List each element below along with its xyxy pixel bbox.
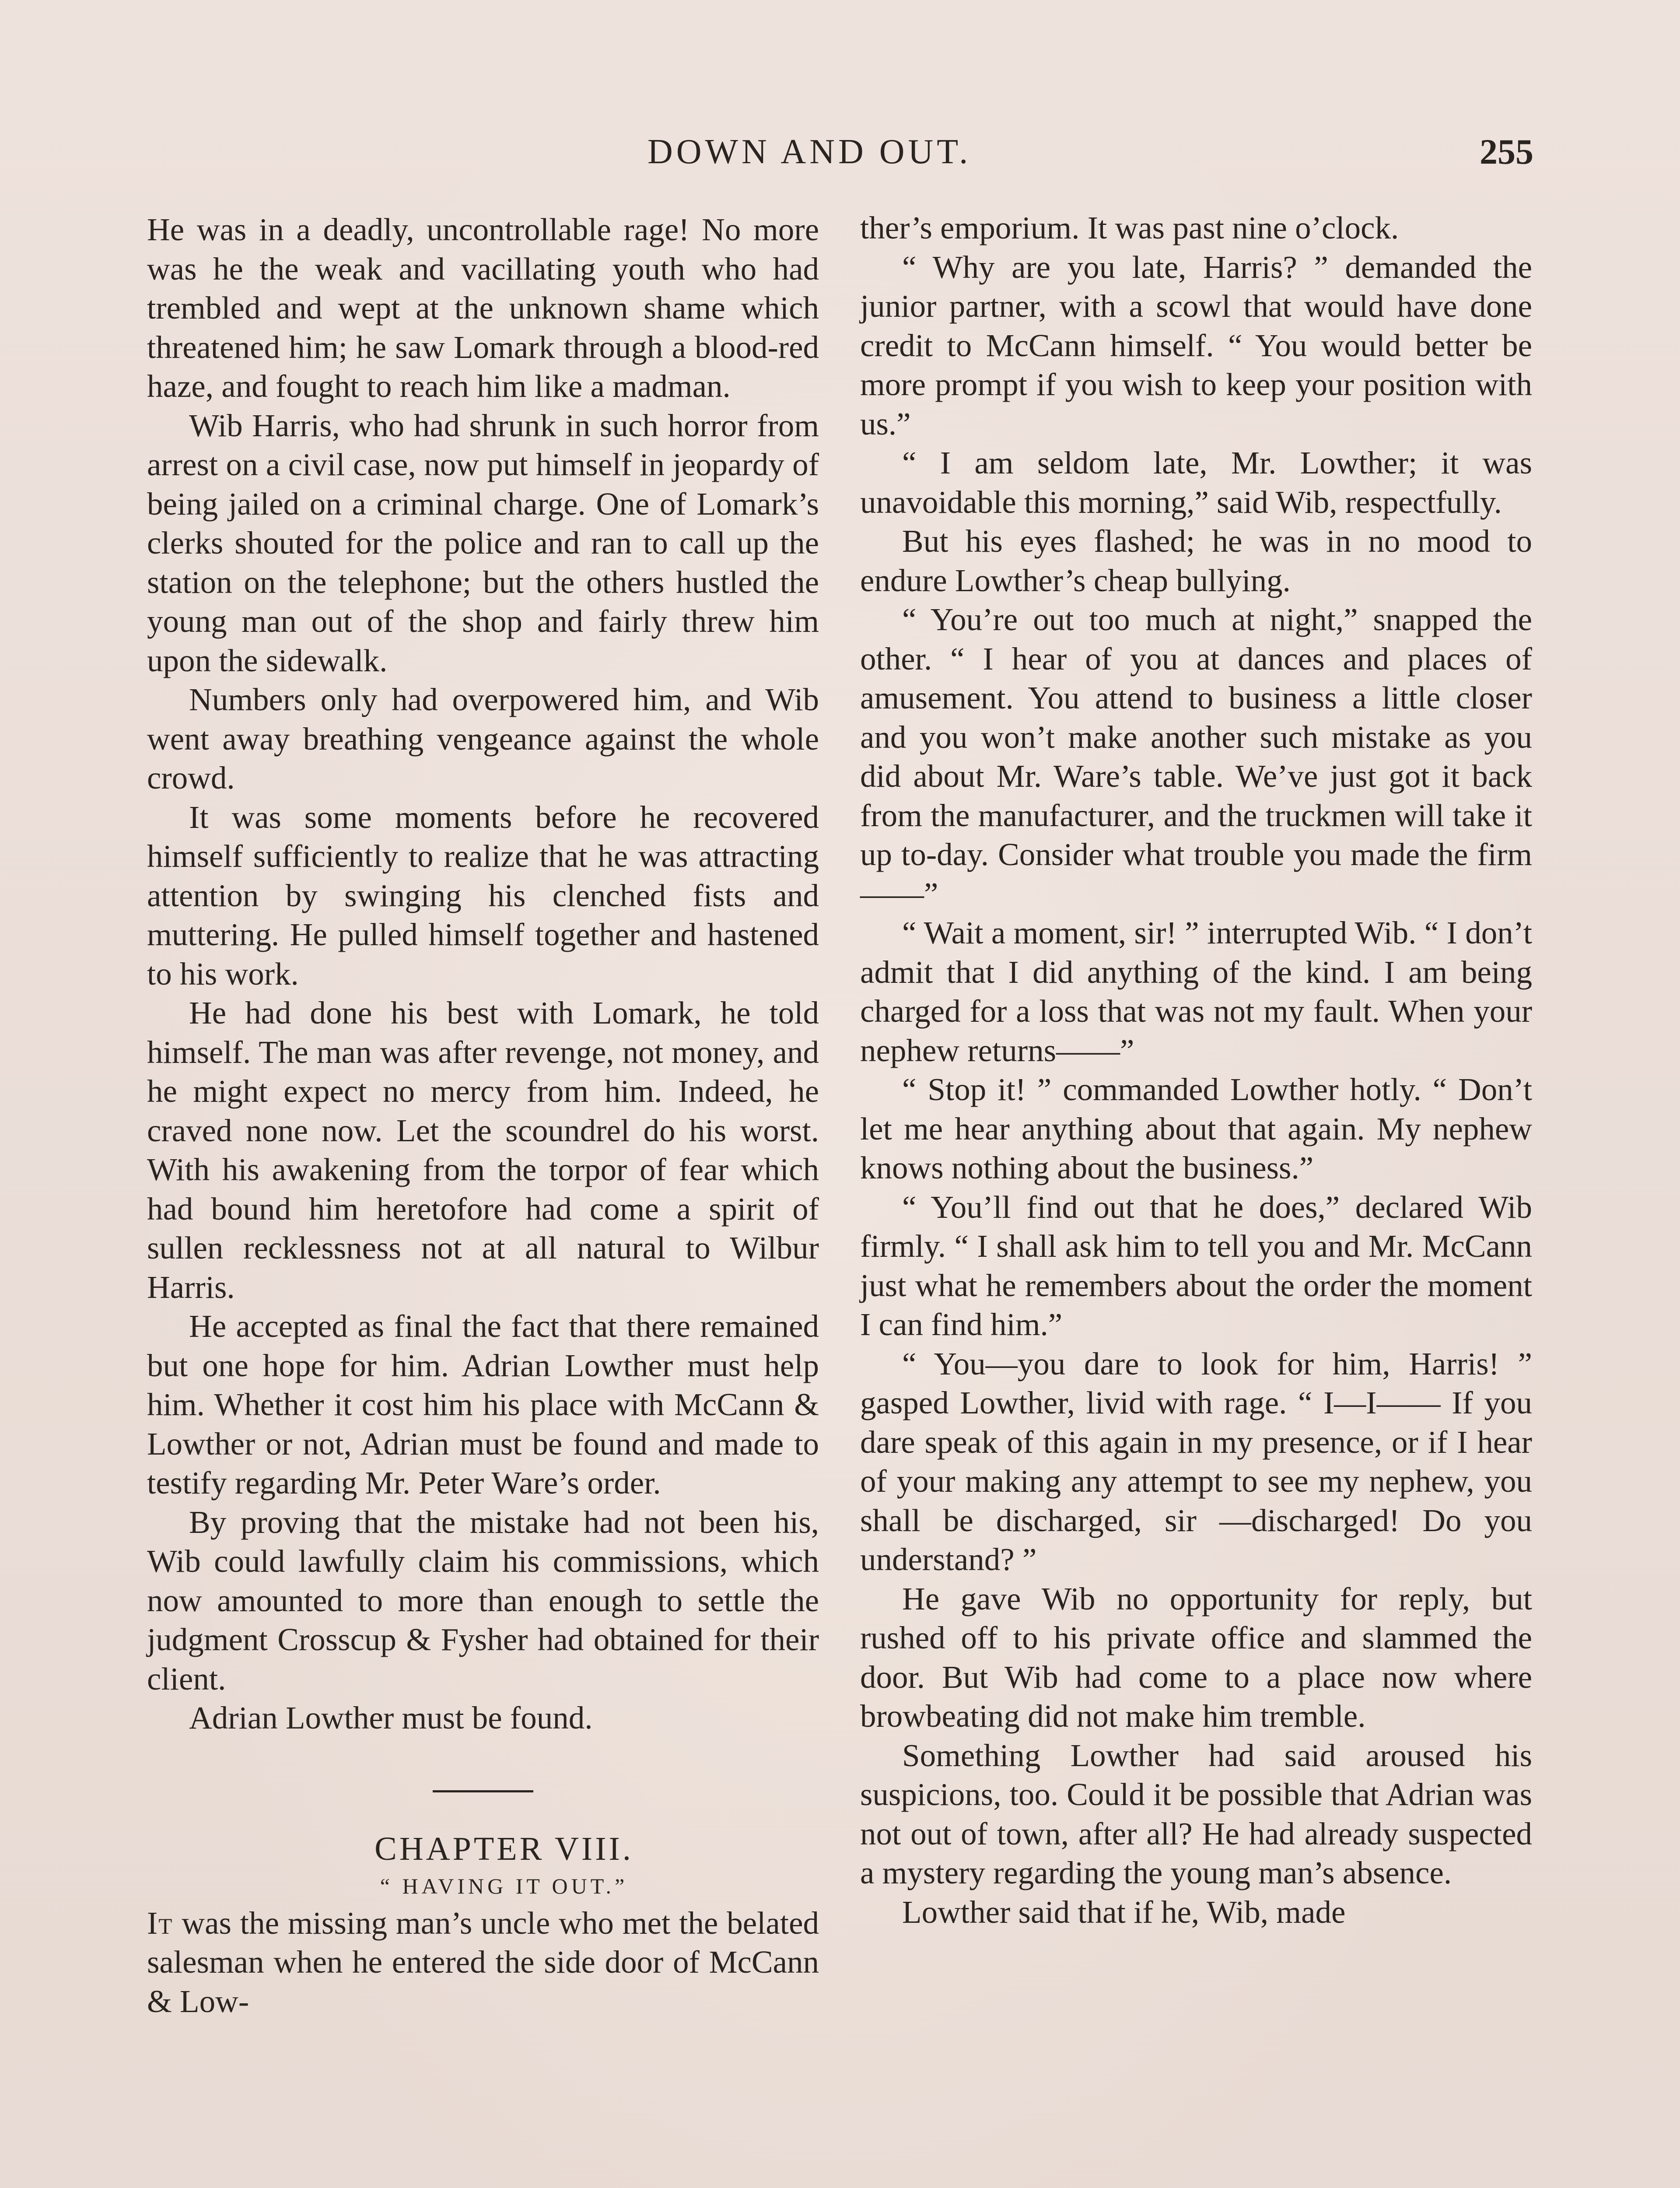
paragraph: He was in a deadly, uncontrollable rage! No more was he the weak and vacillating youth who had trembled and wept at the unknown shame which threatened him; he saw Lomark through a blood-red haze, and fought to reach him like a madman. [147, 212, 819, 404]
paragraph-continuation: ther’s emporium. It was past nine o’clock. [860, 210, 1399, 245]
opening-word: It [147, 1905, 173, 1941]
page-number: 255 [1480, 132, 1533, 172]
chapter-heading: CHAPTER VIII. [374, 1830, 634, 1867]
paragraph: Lowther said that if he, Wib, made [902, 1894, 1346, 1930]
running-title: DOWN AND OUT. [648, 133, 972, 171]
paragraph: Something Lowther had said aroused his suspicions, too. Could it be possible that Adrian was not out of town, after all? He had already suspected a mystery regarding the young man’s absence. [860, 1737, 1532, 1890]
paragraph: He accepted as final the fact that there remained but one hope for him. Adrian Lowther must help him. Whether it cost him his place with McCann & Lowther or not, Adrian must be found and made to testify regarding Mr. Peter Ware’s order. [147, 1308, 819, 1501]
paragraph: “ You’re out too much at night,” snapped the other. “ I hear of you at dances and places of amusement. You attend to business a little closer and you won’t make another such mistake as you did about Mr. Ware’s table. We’ve just got it back from the manufacturer, and the truckmen will take it up to-day. Consider what trouble you made the firm——” [860, 602, 1532, 912]
paragraph: “ You’ll find out that he does,” declared Wib firmly. “ I shall ask him to tell you and Mr. McCann just what he remembers about the order the moment I can find him.” [860, 1189, 1532, 1342]
paragraph: “ Why are you late, Harris? ” demanded the junior partner, with a scowl that would have done credit to McCann himself. “ You would better be more prompt if you wish to keep your position with us.” [860, 249, 1532, 442]
chapter-subtitle: “ HAVING IT OUT.” [380, 1873, 628, 1898]
chapter-divider-rule [433, 1790, 533, 1792]
paragraph: He gave Wib no opportunity for reply, but rushed off to his private office and slammed the door. But Wib had come to a place now where browbeating did not make him tremble. [860, 1581, 1532, 1734]
paragraph: By proving that the mistake had not been his, Wib could lawfully claim his commissions, which now amounted to more than enough to settle the judgment Crosscup & Fysher had obtained for their client. [147, 1504, 819, 1697]
paragraph: “ I am seldom late, Mr. Lowther; it was unavoidable this morning,” said Wib, respectfully. [860, 445, 1532, 520]
paragraph: “ You—you dare to look for him, Harris! ” gasped Lowther, livid with rage. “ I—I—— If you dare speak of this again in my presence, or if I hear of your making any attempt to see my nephew, you shall be discharged, sir —discharged! Do you understand? ” [860, 1346, 1532, 1577]
paragraph: “ Wait a moment, sir! ” interrupted Wib. “ I don’t admit that I did anything of the kind. I am being charged for a loss that was not my fault. When your nephew returns——” [860, 915, 1532, 1068]
opening-text: was the missing man’s uncle who met the belated salesman when he entered the side door of McCann & Low- [147, 1905, 819, 2019]
paragraph: Adrian Lowther must be found. [189, 1700, 593, 1736]
paragraph: Wib Harris, who had shrunk in such horror from arrest on a civil case, now put himself in jeopardy of being jailed on a criminal charge. One of Lomark’s clerks shouted for the police and ran to call up the station on the telephone; but the others hustled the young man out of the shop and fairly threw him upon the sidewalk. [147, 407, 819, 678]
paragraph: He had done his best with Lomark, he told himself. The man was after revenge, not money, and he might expect no mercy from him. Indeed, he craved none now. Let the scoundrel do his worst. With his awakening from the torpor of fear which had bound him heretofore had come a spirit of sullen recklessness not at all natural to Wilbur Harris. [147, 995, 819, 1305]
paragraph: Numbers only had overpowered him, and Wib went away breathing vengeance against the whole crowd. [147, 682, 819, 796]
left-column [147, 210, 819, 2021]
chapter-opening-paragraph [147, 1904, 819, 2021]
paragraph: But his eyes flashed; he was in no mood to endure Lowther’s cheap bullying. [860, 523, 1532, 598]
paragraph: “ Stop it! ” commanded Lowther hotly. “ Don’t let me hear anything about that again. My nephew knows nothing about the business.” [860, 1072, 1532, 1185]
running-header [0, 128, 1680, 176]
paragraph: It was some moments before he recovered himself sufficiently to realize that he was attracting attention by swinging his clenched fists and muttering. He pulled himself together and hastened to his work. [147, 799, 819, 992]
right-column [860, 208, 1532, 1932]
